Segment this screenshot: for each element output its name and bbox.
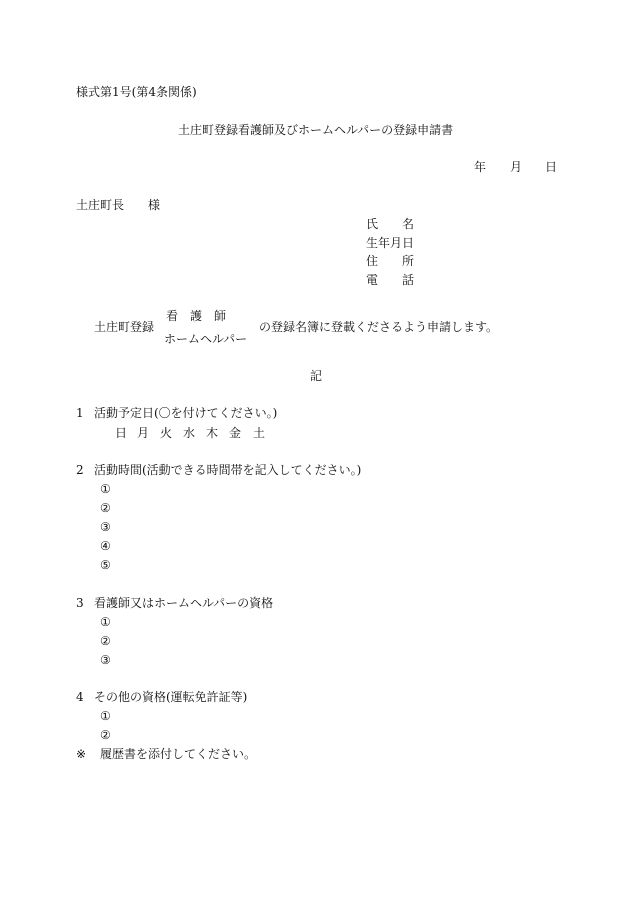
section3-item: ① (100, 615, 111, 629)
request-option-nurse: 看 護 師 (166, 309, 227, 323)
note-mark: ※ (76, 747, 87, 761)
section4-item: ② (100, 728, 111, 742)
section2-item: ① (100, 482, 111, 496)
date-year-label: 年 (474, 160, 487, 174)
section3-number: 3 (76, 596, 84, 610)
applicant-address-label: 住 所 (366, 254, 415, 268)
section4-number: 4 (76, 690, 84, 704)
section4-item: ① (100, 709, 111, 723)
request-suffix: の登録名簿に登載くださるよう申請します。 (259, 320, 499, 334)
day-tuesday: 火 (160, 426, 173, 440)
day-friday: 金 (229, 426, 242, 440)
section2-item: ② (100, 501, 111, 515)
section2-item: ④ (100, 539, 111, 553)
applicant-phone-label: 電 話 (366, 273, 415, 287)
applicant-birthdate-label: 生年月日 (366, 236, 415, 250)
day-thursday: 木 (206, 426, 219, 440)
section3-title: 看護師又はホームヘルパーの資格 (94, 596, 274, 610)
applicant-name-label: 氏 名 (366, 217, 415, 231)
request-option-helper: ホームヘルパー (164, 332, 248, 346)
section2-title: 活動時間(活動できる時間帯を記入してください。) (94, 463, 362, 477)
addressee: 土庄町長 様 (76, 198, 161, 212)
day-monday: 月 (137, 426, 150, 440)
section2-number: 2 (76, 463, 84, 477)
section3-item: ② (100, 634, 111, 648)
day-wednesday: 水 (183, 426, 196, 440)
section4-title: その他の資格(運転免許証等) (94, 690, 248, 704)
section2-item: ⑤ (100, 558, 111, 572)
note-text: 履歴書を添付してください。 (100, 747, 257, 761)
form-title: 土庄町登録看護師及びホームヘルパーの登録申請書 (178, 123, 454, 137)
section1-title: 活動予定日(〇を付けてください。) (94, 406, 278, 420)
day-sunday: 日 (115, 426, 128, 440)
request-prefix: 土庄町登録 (94, 320, 155, 334)
ki-heading: 記 (310, 369, 323, 383)
form-number: 様式第1号(第4条関係) (76, 85, 197, 99)
date-day-label: 日 (545, 160, 558, 174)
section3-item: ③ (100, 653, 111, 667)
section1-number: 1 (76, 406, 84, 420)
section2-item: ③ (100, 520, 111, 534)
date-month-label: 月 (510, 160, 523, 174)
day-saturday: 土 (253, 426, 266, 440)
